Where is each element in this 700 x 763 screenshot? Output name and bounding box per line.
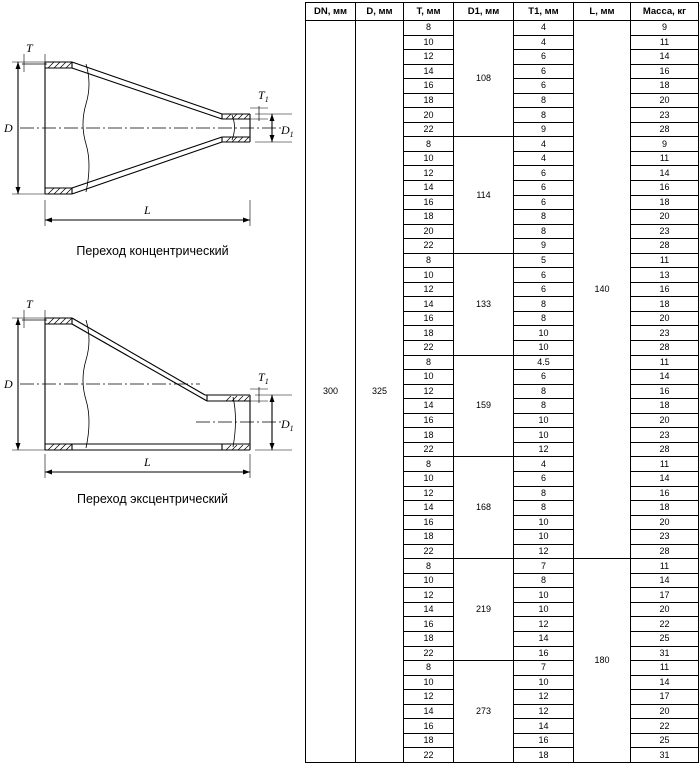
- cell-t1: 4: [514, 21, 574, 36]
- cell-mass: 22: [631, 617, 699, 632]
- cell-mass: 16: [631, 181, 699, 196]
- cell-mass: 11: [631, 559, 699, 574]
- cell-mass: 18: [631, 297, 699, 312]
- cell-mass: 20: [631, 311, 699, 326]
- cell-mass: 11: [631, 253, 699, 268]
- cell-t1: 6: [514, 166, 574, 181]
- cell-t1: 10: [514, 428, 574, 443]
- cell-mass: 16: [631, 384, 699, 399]
- cell-mass: 18: [631, 501, 699, 516]
- cell-t: 12: [404, 50, 454, 65]
- cell-t: 18: [404, 93, 454, 108]
- cell-t1: 8: [514, 486, 574, 501]
- cell-mass: 23: [631, 428, 699, 443]
- label-T1-ecc: $T_1$: [258, 370, 269, 386]
- cell-mass: 11: [631, 457, 699, 472]
- cell-t: 10: [404, 151, 454, 166]
- cell-t: 8: [404, 21, 454, 36]
- cell-mass: 28: [631, 341, 699, 356]
- cell-t1: 4: [514, 457, 574, 472]
- cell-dn: 300: [306, 21, 356, 763]
- label-D-ecc: D: [4, 377, 13, 391]
- cell-t1: 6: [514, 268, 574, 283]
- cell-t: 8: [404, 137, 454, 152]
- cell-t: 18: [404, 530, 454, 545]
- cell-mass: 9: [631, 21, 699, 36]
- eccentric-drawing: [0, 300, 305, 490]
- cell-t: 18: [404, 631, 454, 646]
- cell-d1: 168: [454, 457, 514, 559]
- cell-mass: 14: [631, 50, 699, 65]
- cell-mass: 11: [631, 35, 699, 50]
- cell-mass: 22: [631, 719, 699, 734]
- cell-mass: 11: [631, 355, 699, 370]
- cell-mass: 20: [631, 93, 699, 108]
- cell-t1: 16: [514, 733, 574, 748]
- cell-t: 16: [404, 195, 454, 210]
- cell-t: 8: [404, 661, 454, 676]
- cell-mass: 20: [631, 515, 699, 530]
- cell-mass: 9: [631, 137, 699, 152]
- cell-t1: 8: [514, 210, 574, 225]
- cell-t: 16: [404, 79, 454, 94]
- cell-t1: 12: [514, 442, 574, 457]
- cell-t: 8: [404, 559, 454, 574]
- cell-t1: 6: [514, 471, 574, 486]
- cell-d1: 159: [454, 355, 514, 457]
- cell-t: 12: [404, 166, 454, 181]
- cell-t1: 6: [514, 195, 574, 210]
- cell-t: 10: [404, 471, 454, 486]
- header-l: L, мм: [574, 3, 631, 21]
- concentric-drawing: [0, 42, 305, 242]
- cell-mass: 17: [631, 690, 699, 705]
- label-L-ecc: L: [144, 455, 151, 469]
- cell-mass: 23: [631, 530, 699, 545]
- cell-t: 14: [404, 399, 454, 414]
- cell-t: 8: [404, 253, 454, 268]
- cell-t: 12: [404, 282, 454, 297]
- cell-t: 8: [404, 457, 454, 472]
- cell-mass: 14: [631, 166, 699, 181]
- cell-t: 16: [404, 413, 454, 428]
- table-body: [306, 21, 699, 763]
- cell-t: 22: [404, 239, 454, 254]
- cell-t: 10: [404, 268, 454, 283]
- label-L: L: [144, 203, 151, 217]
- cell-t1: 14: [514, 719, 574, 734]
- cell-mass: 14: [631, 370, 699, 385]
- spec-table-wrap: [305, 2, 699, 763]
- header-t1: T1, мм: [514, 3, 574, 21]
- cell-mass: 28: [631, 544, 699, 559]
- cell-mass: 13: [631, 268, 699, 283]
- header-m: Масса, кг: [631, 3, 699, 21]
- cell-t1: 14: [514, 631, 574, 646]
- cell-t1: 8: [514, 93, 574, 108]
- cell-t: 18: [404, 733, 454, 748]
- cell-t: 14: [404, 64, 454, 79]
- figure-eccentric: [0, 300, 305, 506]
- cell-mass: 23: [631, 108, 699, 123]
- cell-mass: 20: [631, 210, 699, 225]
- label-T1: $T_1$: [258, 88, 269, 104]
- cell-t: 10: [404, 35, 454, 50]
- cell-t1: 9: [514, 239, 574, 254]
- cell-t: 12: [404, 588, 454, 603]
- cell-t: 16: [404, 617, 454, 632]
- cell-mass: 28: [631, 122, 699, 137]
- cell-t1: 10: [514, 602, 574, 617]
- cell-t: 12: [404, 384, 454, 399]
- cell-t: 16: [404, 311, 454, 326]
- cell-t: 14: [404, 602, 454, 617]
- cell-t1: 9: [514, 122, 574, 137]
- cell-d1: 219: [454, 559, 514, 661]
- cell-mass: 25: [631, 733, 699, 748]
- cell-mass: 20: [631, 413, 699, 428]
- cell-mass: 23: [631, 224, 699, 239]
- cell-t1: 4: [514, 151, 574, 166]
- cell-t1: 8: [514, 297, 574, 312]
- cell-d: 325: [356, 21, 404, 763]
- cell-mass: 23: [631, 326, 699, 341]
- cell-t1: 10: [514, 675, 574, 690]
- cell-t1: 10: [514, 326, 574, 341]
- cell-mass: 31: [631, 646, 699, 661]
- cell-t1: 4.5: [514, 355, 574, 370]
- cell-t: 22: [404, 122, 454, 137]
- cell-t1: 7: [514, 661, 574, 676]
- cell-t: 22: [404, 646, 454, 661]
- header-t: T, мм: [404, 3, 454, 21]
- cell-t: 22: [404, 544, 454, 559]
- cell-mass: 17: [631, 588, 699, 603]
- spec-table: [305, 2, 699, 763]
- cell-mass: 16: [631, 64, 699, 79]
- cell-t: 18: [404, 210, 454, 225]
- cell-t: 22: [404, 442, 454, 457]
- cell-mass: 18: [631, 195, 699, 210]
- cell-mass: 16: [631, 486, 699, 501]
- cell-t1: 8: [514, 573, 574, 588]
- cell-t1: 12: [514, 690, 574, 705]
- cell-mass: 28: [631, 239, 699, 254]
- cell-t: 20: [404, 108, 454, 123]
- cell-t1: 7: [514, 559, 574, 574]
- cell-t1: 8: [514, 108, 574, 123]
- cell-t1: 6: [514, 282, 574, 297]
- cell-l: 140: [574, 21, 631, 559]
- cell-t1: 8: [514, 311, 574, 326]
- label-D: D: [4, 121, 13, 135]
- cell-t: 10: [404, 370, 454, 385]
- cell-t1: 8: [514, 224, 574, 239]
- figures-panel: [0, 0, 305, 588]
- cell-d1: 273: [454, 661, 514, 763]
- label-D1-ecc: $D_1$: [281, 417, 294, 433]
- label-D1: $D_1$: [281, 123, 294, 139]
- cell-mass: 14: [631, 675, 699, 690]
- cell-t1: 8: [514, 399, 574, 414]
- cell-t1: 12: [514, 544, 574, 559]
- cell-t1: 5: [514, 253, 574, 268]
- label-T: T: [26, 42, 33, 55]
- figure-concentric: [0, 42, 305, 258]
- cell-t1: 6: [514, 79, 574, 94]
- cell-t: 8: [404, 355, 454, 370]
- table-row: [306, 21, 699, 36]
- cell-t: 22: [404, 748, 454, 763]
- header-d: D, мм: [356, 3, 404, 21]
- cell-d1: 114: [454, 137, 514, 253]
- cell-d1: 108: [454, 21, 514, 137]
- cell-mass: 14: [631, 573, 699, 588]
- cell-t1: 12: [514, 617, 574, 632]
- cell-mass: 20: [631, 602, 699, 617]
- cell-t: 18: [404, 326, 454, 341]
- cell-t: 16: [404, 515, 454, 530]
- cell-t: 12: [404, 690, 454, 705]
- cell-t: 12: [404, 486, 454, 501]
- cell-t1: 8: [514, 384, 574, 399]
- figure-eccentric-caption: Переход эксцентрический: [76, 492, 229, 506]
- cell-t1: 4: [514, 35, 574, 50]
- cell-t1: 10: [514, 588, 574, 603]
- label-T-ecc: T: [26, 300, 33, 311]
- cell-t: 16: [404, 719, 454, 734]
- cell-t: 14: [404, 297, 454, 312]
- cell-t: 10: [404, 573, 454, 588]
- cell-t1: 6: [514, 64, 574, 79]
- cell-mass: 31: [631, 748, 699, 763]
- cell-t1: 10: [514, 341, 574, 356]
- cell-t1: 10: [514, 413, 574, 428]
- cell-mass: 16: [631, 282, 699, 297]
- cell-l: 180: [574, 559, 631, 763]
- cell-mass: 18: [631, 399, 699, 414]
- cell-t: 14: [404, 501, 454, 516]
- header-dn: DN, мм: [306, 3, 356, 21]
- cell-mass: 14: [631, 471, 699, 486]
- cell-t: 18: [404, 428, 454, 443]
- cell-t1: 6: [514, 50, 574, 65]
- cell-mass: 25: [631, 631, 699, 646]
- cell-mass: 11: [631, 151, 699, 166]
- cell-t1: 10: [514, 515, 574, 530]
- figure-concentric-caption: Переход концентрический: [76, 244, 229, 258]
- cell-t: 14: [404, 704, 454, 719]
- cell-t1: 10: [514, 530, 574, 545]
- cell-t: 22: [404, 341, 454, 356]
- cell-t: 20: [404, 224, 454, 239]
- cell-t1: 18: [514, 748, 574, 763]
- cell-mass: 20: [631, 704, 699, 719]
- cell-t1: 4: [514, 137, 574, 152]
- cell-t1: 6: [514, 370, 574, 385]
- cell-t1: 12: [514, 704, 574, 719]
- cell-mass: 28: [631, 442, 699, 457]
- cell-t1: 8: [514, 501, 574, 516]
- cell-d1: 133: [454, 253, 514, 355]
- table-header-row: [306, 3, 699, 21]
- header-d1: D1, мм: [454, 3, 514, 21]
- cell-mass: 11: [631, 661, 699, 676]
- cell-t: 14: [404, 181, 454, 196]
- cell-mass: 18: [631, 79, 699, 94]
- cell-t1: 6: [514, 181, 574, 196]
- cell-t1: 16: [514, 646, 574, 661]
- cell-t: 10: [404, 675, 454, 690]
